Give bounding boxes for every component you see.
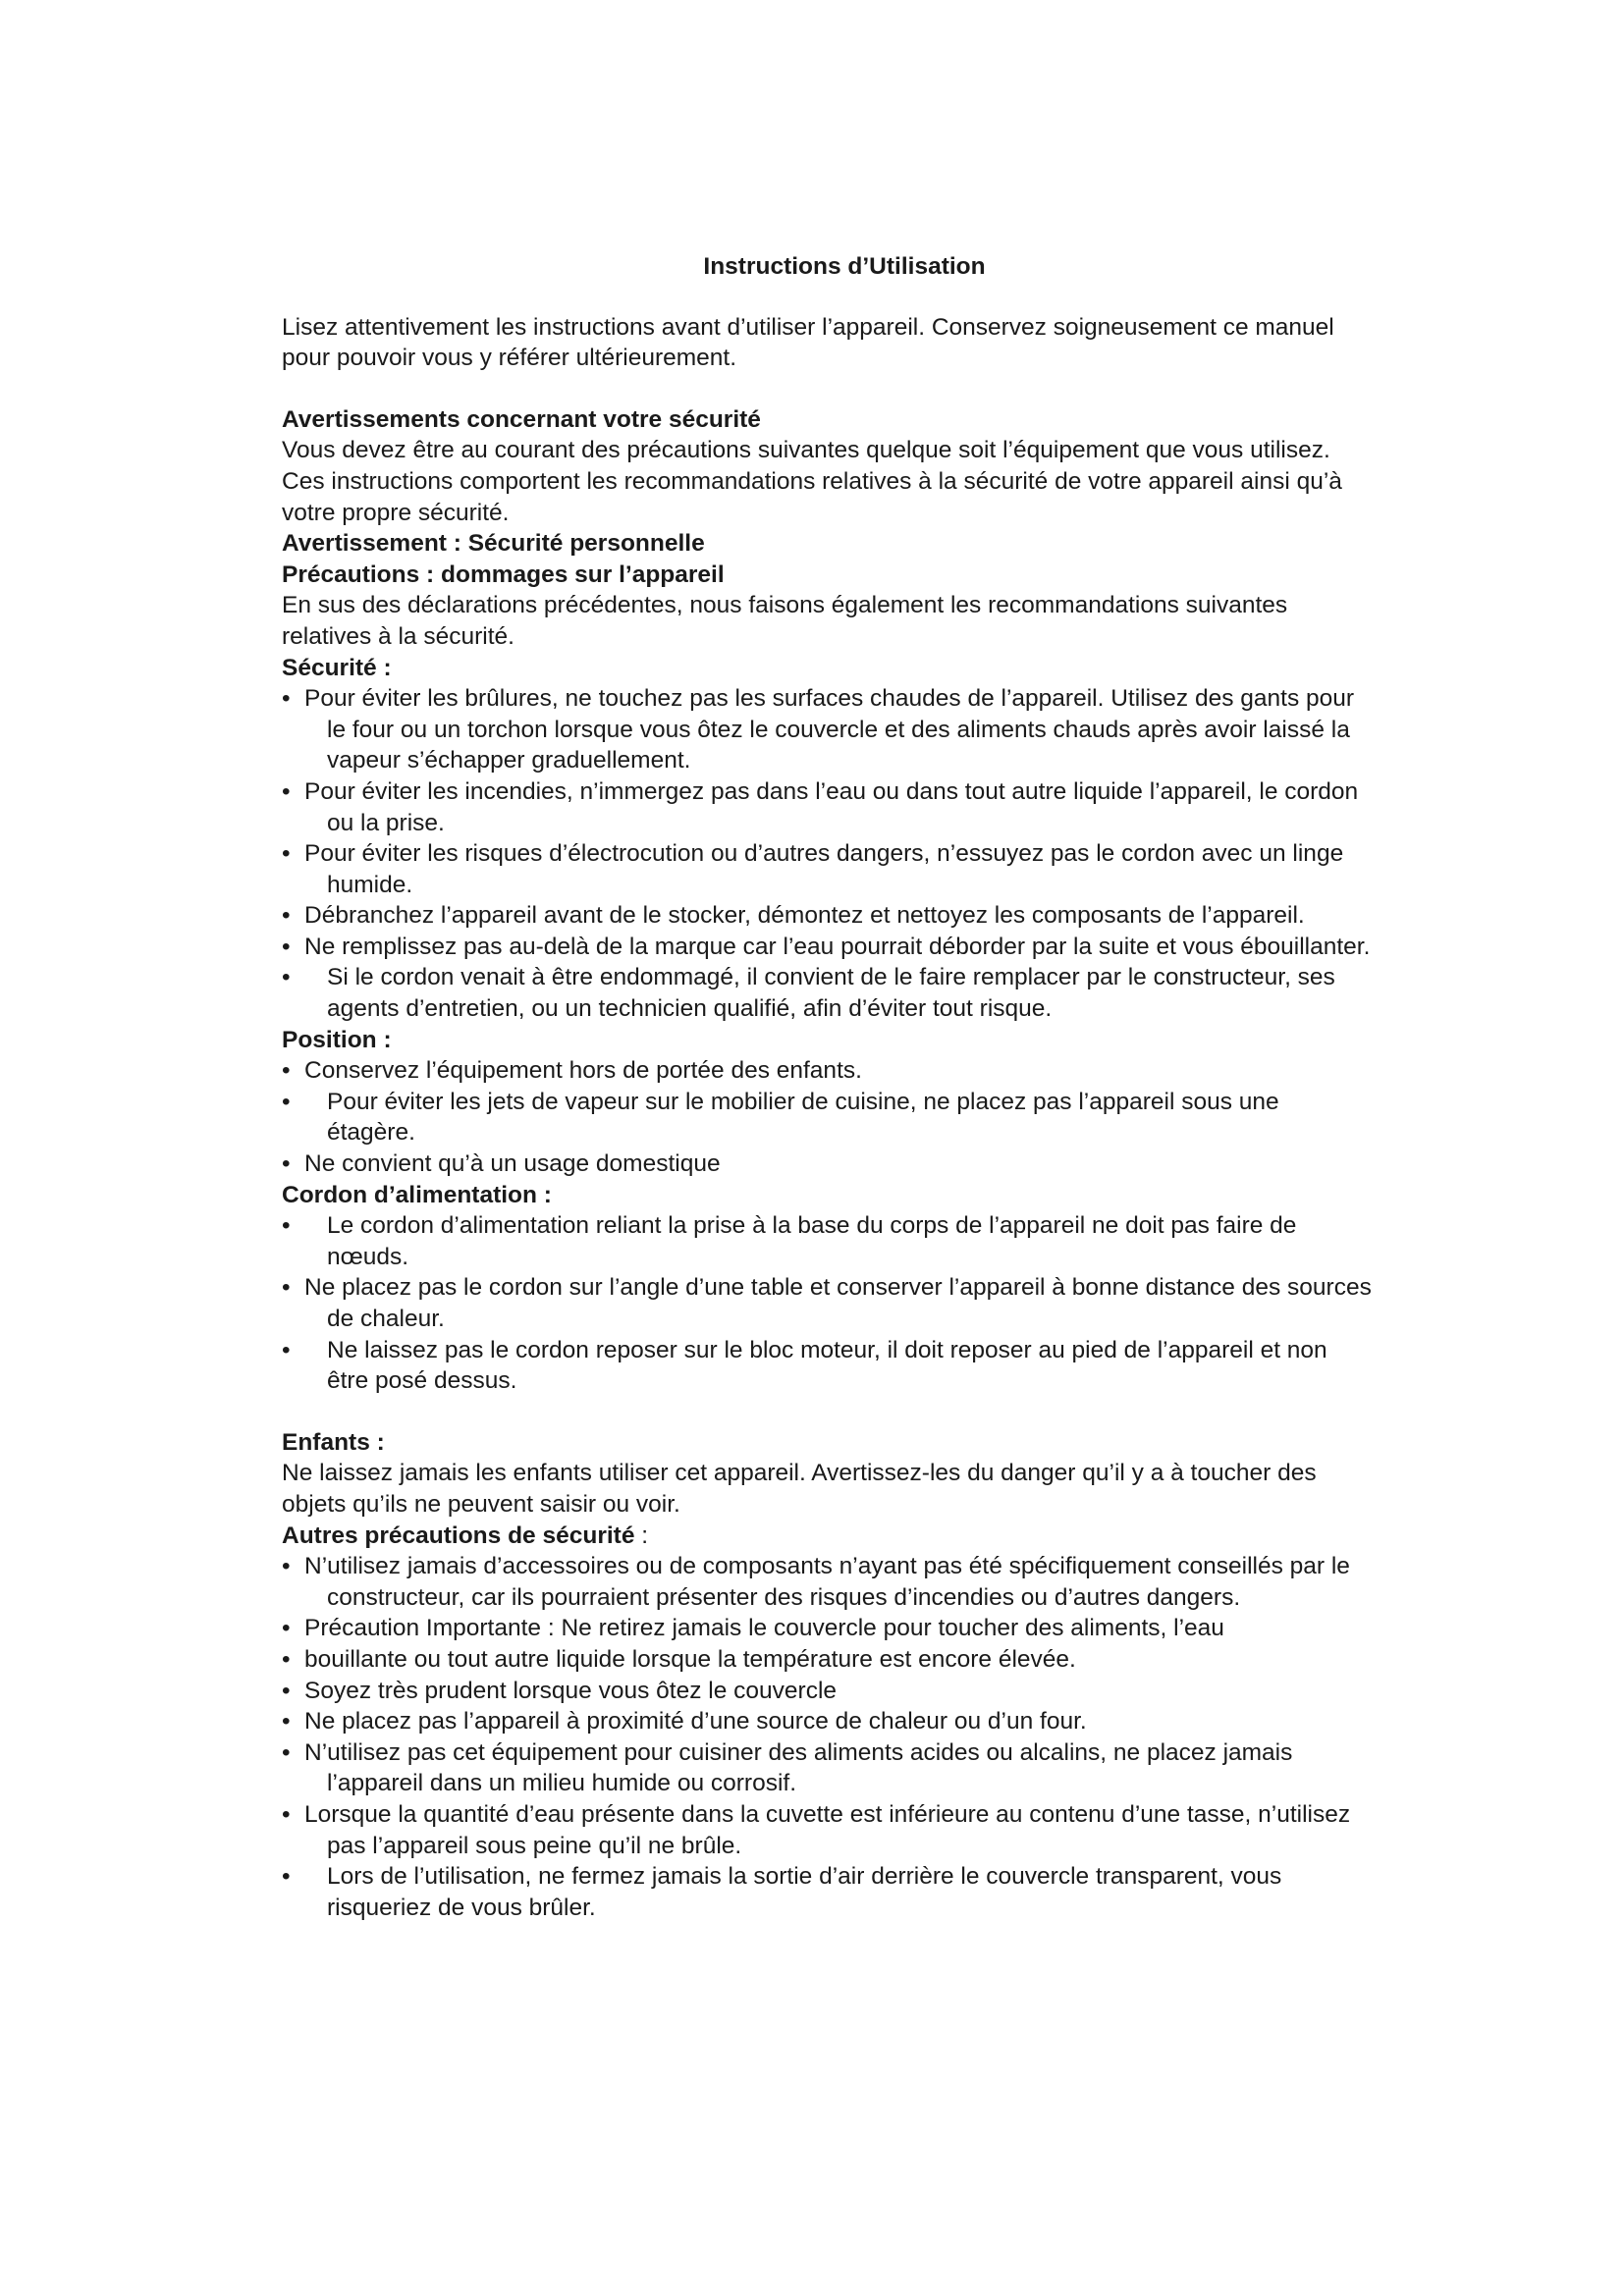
list-item: • Le cordon d’alimentation reliant la prise à la base du corps de l’appareil ne doit pas faire de nœuds. [282,1212,1297,1270]
bullet-glyph: • [282,685,291,713]
autres-list [282,1551,1372,1923]
list-item: • N’utilisez pas cet équipement pour cuisiner des aliments acides ou alcalins, ne placez jamais l’appareil dans un milieu humide ou corrosif. [282,1738,1293,1797]
spacer [282,374,1372,404]
autres-heading-line [282,1521,1372,1552]
position-list [282,1055,1372,1179]
bullet-glyph: • [282,777,291,805]
bullet-glyph: • [282,1800,291,1828]
bullet-glyph: • [282,1738,291,1766]
bullet-glyph: • [282,1553,291,1580]
list-item: • Lors de l’utilisation, ne fermez jamais la sortie d’air derrière le couvercle transparent, vous risqueriez de vous brûler. [282,1863,1282,1921]
securite-heading: Sécurité : [282,654,392,681]
personal-safety-heading: Avertissement : Sécurité personnelle [282,530,705,558]
bullet-glyph: • [282,1615,291,1642]
cordon-list [282,1210,1372,1397]
list-item: • Pour éviter les risques d’électrocution ou d’autres dangers, n’essuyez pas le cordon avec un linge humide. [282,840,1344,898]
list-item: • Soyez très prudent lorsque vous ôtez le couvercle [282,1676,1372,1707]
bullet-glyph: • [282,1645,291,1673]
bullet-glyph: • [282,1708,291,1735]
list-item: • Ne placez pas l’appareil à proximité d’une source de chaleur ou d’un four. [282,1706,1372,1737]
enfants-paragraph: Ne laissez jamais les enfants utiliser cet appareil. Avertissez-les du danger qu’il y a à toucher des objets qu’ils ne peuvent saisir ou voir. [282,1460,1317,1518]
bullet-glyph: • [282,1274,291,1302]
list-item: • Ne placez pas le cordon sur l’angle d’une table et conserver l’appareil à bonne distance des sources de chaleur. [282,1274,1372,1332]
list-item: • Ne convient qu’à un usage domestique [282,1148,1372,1180]
list-item: • Pour éviter les brûlures, ne touchez pas les surfaces chaudes de l’appareil. Utilisez des gants pour le four ou un torchon lorsque vous ôtez le couvercle et des aliments chauds après avoir laissé la vapeur s’échapper graduellement. [282,685,1355,774]
bullet-glyph: • [282,1336,291,1363]
bullet-glyph: • [282,1150,291,1178]
list-item: • Pour éviter les jets de vapeur sur le mobilier de cuisine, ne placez pas l’appareil sous une étagère. [282,1088,1279,1147]
list-item: • Ne laissez pas le cordon reposer sur le bloc moteur, il doit reposer au pied de l’appareil et non être posé dessus. [282,1336,1327,1395]
list-item: • bouillante ou tout autre liquide lorsque la température est encore élevée. [282,1644,1372,1676]
spacer [282,1397,1372,1427]
safety-paragraph-2: Ces instructions comportent les recommandations relatives à la sécurité de votre appareil ainsi qu’à votre propre sécurité. [282,467,1342,526]
document-page [282,251,1372,1923]
bullet-glyph: • [282,902,291,930]
bullet-glyph: • [282,933,291,960]
autres-heading: Autres précautions de sécurité [282,1522,635,1549]
position-heading: Position : [282,1026,392,1053]
intro-paragraph: Lisez attentivement les instructions avant d’utiliser l’appareil. Conservez soigneusement ce manuel pour pouvoir vous y référer ultérieurement. [282,313,1334,372]
device-damage-heading: Précautions : dommages sur l’appareil [282,561,725,588]
list-item: • Pour éviter les incendies, n’immergez pas dans l’eau ou dans tout autre liquide l’appareil, le cordon ou la prise. [282,777,1359,836]
enfants-heading: Enfants : [282,1428,385,1456]
safety-paragraph-1: Vous devez être au courant des précautions suivantes quelque soit l’équipement que vous utilisez. [282,437,1330,464]
bullet-glyph: • [282,1212,291,1240]
cordon-heading: Cordon d’alimentation : [282,1181,552,1208]
document-title: Instructions d’Utilisation [703,253,986,280]
bullet-glyph: • [282,964,291,991]
list-item: • Si le cordon venait à être endommagé, il convient de le faire remplacer par le constructeur, ses agents d’entretien, ou un technicien qualifié, afin d’éviter tout risque. [282,964,1335,1023]
list-item: • Ne remplissez pas au-delà de la marque car l’eau pourrait déborder par la suite et vous ébouillanter. [282,932,1372,963]
bullet-glyph: • [282,1863,291,1891]
autres-heading-colon: : [634,1522,649,1549]
list-item: • Débranchez l’appareil avant de le stocker, démontez et nettoyez les composants de l’appareil. [282,900,1372,932]
securite-list [282,683,1372,1025]
list-item: • Lorsque la quantité d’eau présente dans la cuvette est inférieure au contenu d’une tasse, n’utilisez pas l’appareil sous peine qu’il ne brûle. [282,1800,1351,1859]
safety-paragraph-3: En sus des déclarations précédentes, nous faisons également les recommandations suivantes relatives à la sécurité. [282,592,1288,650]
bullet-glyph: • [282,840,291,868]
list-item: • Précaution Importante : Ne retirez jamais le couvercle pour toucher des aliments, l’eau [282,1613,1372,1644]
bullet-glyph: • [282,1057,291,1085]
list-item: • Conservez l’équipement hors de portée des enfants. [282,1055,1372,1087]
bullet-glyph: • [282,1677,291,1704]
safety-warnings-heading: Avertissements concernant votre sécurité [282,405,761,433]
bullet-glyph: • [282,1088,291,1115]
list-item: • N’utilisez jamais d’accessoires ou de composants n’ayant pas été spécifiquement conseillés par le constructeur, car ils pourraient présenter des risques d’incendies ou d’autres dangers. [282,1553,1350,1611]
